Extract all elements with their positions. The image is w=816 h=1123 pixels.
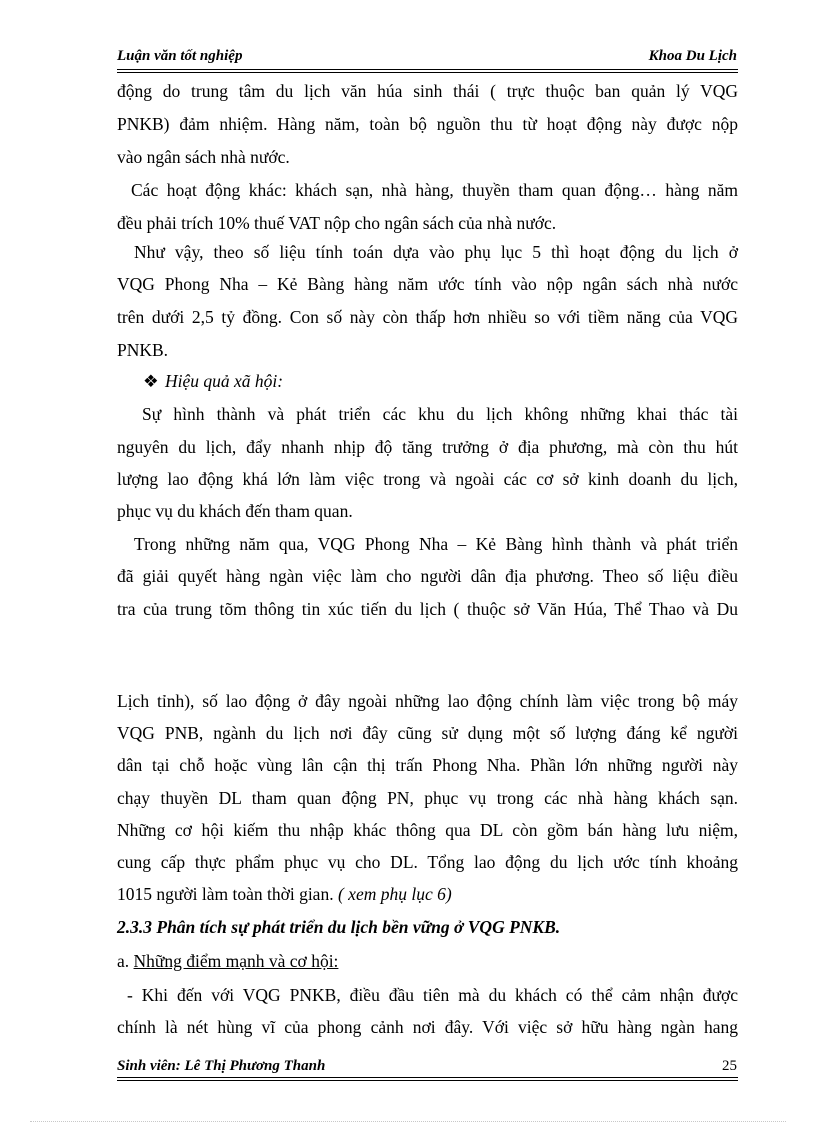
appendix-reference: ( xem phụ lục 6) <box>337 884 452 904</box>
body-line: đều phải trích 10% thuế VAT nộp cho ngân sách của nhà nước. <box>117 213 557 233</box>
body-line <box>117 883 738 905</box>
body-line: chính là nét hùng vĩ của phong cảnh nơi đây. Với việc sở hữu hàng ngàn hang <box>117 1017 738 1037</box>
header-rule-thin <box>117 72 738 73</box>
body-line: PNKB. <box>117 340 169 360</box>
header-faculty-label: Khoa Du Lịch <box>648 48 737 64</box>
page-boundary <box>30 1121 786 1122</box>
footer-rule <box>117 1077 738 1078</box>
body-line: nguyên du lịch, đẩy nhanh nhịp độ tăng trưởng ở địa phương, mà còn thu hút <box>117 437 738 457</box>
footer-rule-thin <box>117 1080 738 1081</box>
subsection-heading <box>117 950 738 972</box>
section-heading: 2.3.3 Phân tích sự phát triển du lịch bền vững ở VQG PNKB. <box>117 917 561 937</box>
page-header <box>117 48 737 68</box>
body-line: VQG PNB, ngành du lịch nơi đây cũng sử dụng một số lượng đáng kể người <box>117 723 738 743</box>
body-line: dân tại chỗ hoặc vùng lân cận thị trấn Phong Nha. Phần lớn những người này <box>117 755 738 775</box>
body-line: trên dưới 2,5 tỷ đồng. Con số này còn thấp hơn nhiều so với tiềm năng của VQG <box>117 307 738 327</box>
bullet-heading <box>143 370 543 392</box>
subsection-title: Những điểm mạnh và cơ hội: <box>133 951 339 971</box>
footer-student-name: Sinh viên: Lê Thị Phương Thanh <box>117 1058 326 1074</box>
body-line: đã giải quyết hàng ngàn việc làm cho người dân địa phương. Theo số liệu điều <box>117 566 738 586</box>
body-line: Những cơ hội kiếm thu nhập khác thông qua DL còn gồm bán hàng lưu niệm, <box>117 820 738 840</box>
body-line: chạy thuyền DL tham quan động PN, phục vụ trong các nhà hàng khách sạn. <box>117 788 738 808</box>
page-footer <box>117 1058 737 1078</box>
body-line: VQG Phong Nha – Kẻ Bàng hàng năm ước tính vào nộp ngân sách nhà nước <box>117 274 738 294</box>
body-line: tra của trung tõm thông tin xúc tiến du lịch ( thuộc sở Văn Húa, Thể Thao và Du <box>117 599 738 619</box>
body-line: Lịch tỉnh), số lao động ở đây ngoài những lao động chính làm việc trong bộ máy <box>117 691 738 711</box>
body-line: lượng lao động khá lớn làm việc trong và ngoài các cơ sở kinh doanh du lịch, <box>117 469 738 489</box>
body-line: - Khi đến với VQG PNKB, điều đầu tiên mà du khách có thể cảm nhận được <box>127 985 738 1005</box>
social-effect-heading: Hiệu quả xã hội: <box>165 371 284 391</box>
header-thesis-label: Luận văn tốt nghiệp <box>117 48 243 64</box>
body-line: Các hoạt động khác: khách sạn, nhà hàng, thuyền tham quan động… hàng năm <box>131 180 738 200</box>
labor-total-text: 1015 người làm toàn thời gian. <box>117 884 334 904</box>
body-line: Sự hình thành và phát triển các khu du lịch không những khai thác tài <box>142 404 738 424</box>
header-rule <box>117 69 738 70</box>
subsection-prefix: a. <box>117 951 130 971</box>
page-number: 25 <box>722 1058 737 1074</box>
bullet-diamond-icon: ❖ <box>143 371 159 391</box>
body-line: Trong những năm qua, VQG Phong Nha – Kẻ Bàng hình thành và phát triển <box>134 534 738 554</box>
body-line: vào ngân sách nhà nước. <box>117 147 290 167</box>
body-line: động do trung tâm du lịch văn húa sinh thái ( trực thuộc ban quản lý VQG <box>117 81 738 101</box>
body-line: cung cấp thực phẩm phục vụ cho DL. Tổng lao động du lịch ước tính khoảng <box>117 852 738 872</box>
body-line: Như vậy, theo số liệu tính toán dựa vào phụ lục 5 thì hoạt động du lịch ở <box>134 242 738 262</box>
body-line: PNKB) đảm nhiệm. Hàng năm, toàn bộ nguồn thu từ hoạt động này được nộp <box>117 114 738 134</box>
body-line: phục vụ du khách đến tham quan. <box>117 501 353 521</box>
